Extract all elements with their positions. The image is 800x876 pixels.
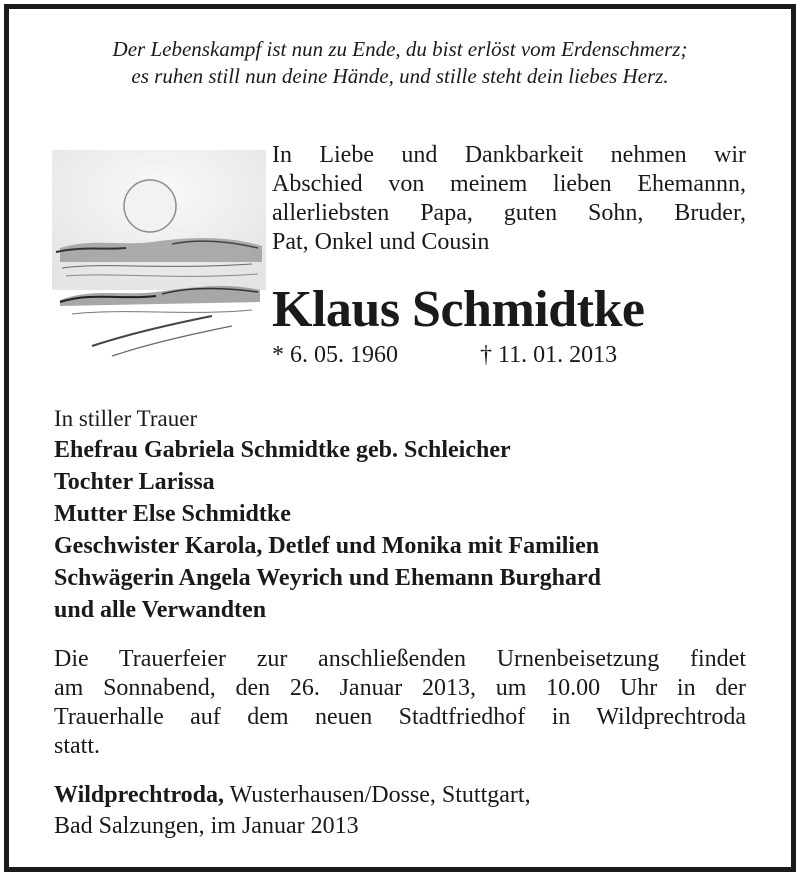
mourner-line: Tochter Larissa	[54, 469, 215, 495]
intro-line: In Liebe und Dankbarkeit nehmen wir	[272, 142, 746, 168]
place-and-date	[54, 780, 531, 842]
funeral-service-text	[54, 645, 746, 761]
sunset-landscape-illustration	[52, 150, 266, 366]
service-line: Trauerhalle auf dem neuen Stadtfriedhof in Wildprechtroda	[54, 704, 746, 730]
mourner-line: Schwägerin Angela Weyrich und Ehemann Burghard	[54, 565, 601, 591]
deceased-name: Klaus Schmidtke	[272, 281, 645, 338]
life-dates	[272, 340, 618, 370]
poem-line: Der Lebenskampf ist nun zu Ende, du bist erlöst vom Erdenschmerz;	[112, 37, 688, 61]
service-line: am Sonnabend, den 26. Januar 2013, um 10.00 Uhr in der	[54, 675, 746, 701]
mourners-block	[54, 404, 754, 626]
death-date: † 11. 01. 2013	[480, 342, 618, 368]
service-line: Die Trauerfeier zur anschließenden Urnenbeisetzung findet	[54, 646, 746, 672]
places-line	[54, 780, 531, 811]
birth-date: * 6. 05. 1960	[272, 342, 398, 368]
mourner-line: Mutter Else Schmidtke	[54, 501, 291, 527]
mourner-line: Geschwister Karola, Detlef und Monika mit Familien	[54, 533, 600, 559]
other-places: Wusterhausen/Dosse, Stuttgart,	[224, 782, 531, 808]
intro-text	[272, 141, 746, 257]
place-date-line: Bad Salzungen, im Januar 2013	[54, 813, 359, 839]
intro-line: Abschied von meinem lieben Ehemannn,	[272, 171, 746, 197]
mourning-lead: In stiller Trauer	[54, 406, 198, 431]
service-line: statt.	[54, 733, 100, 759]
intro-line: Pat, Onkel und Cousin	[272, 229, 490, 255]
mourner-line: Ehefrau Gabriela Schmidtke geb. Schleicher	[54, 437, 511, 463]
poem-line: es ruhen still nun deine Hände, und stille steht dein liebes Herz.	[131, 64, 669, 88]
poem	[0, 36, 800, 90]
intro-line: allerliebsten Papa, guten Sohn, Bruder,	[272, 200, 746, 226]
main-place: Wildprechtroda,	[54, 782, 225, 808]
mourner-line: und alle Verwandten	[54, 597, 267, 623]
